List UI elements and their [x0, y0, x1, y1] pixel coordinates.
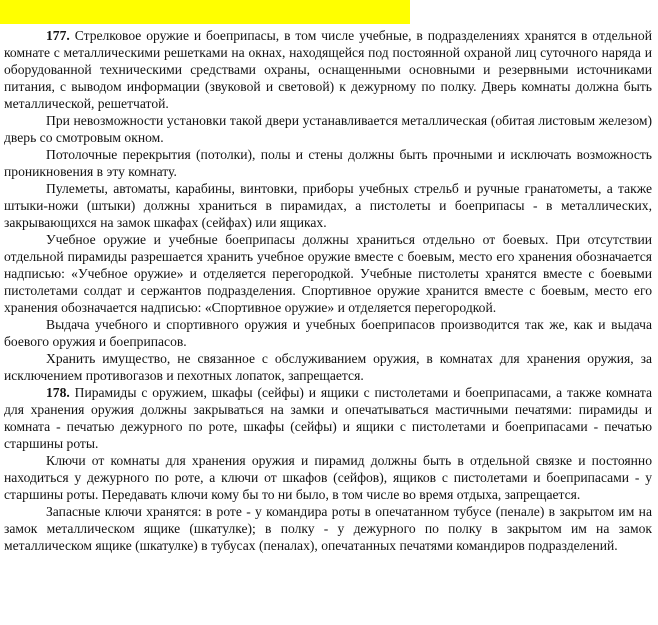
paragraph — [4, 316, 652, 350]
paragraph-text: Пулеметы, автоматы, карабины, винтовки, приборы учебных стрельб и ручные гранатометы, а также штыки-ножи (штыки) должны храниться в пирамидах, а пистолеты и боеприпасы - в металлических, закрывающихся на замок шкафах (сейфах) или ящиках. — [4, 181, 652, 230]
paragraph-text: Стрелковое оружие и боеприпасы, в том числе учебные, в подразделениях хранятся в отдельной комнате с металлическими решетками на окнах, находящейся под постоянной охраной лиц суточного наряда и оборудованной техническими средствами охраны, оснащенными основными и резервными источниками питания, с выводом информации (звуковой и световой) к дежурному по полку. Дверь комнаты должна быть металлической, решетчатой. — [4, 28, 652, 111]
article-number: 178. — [46, 385, 70, 400]
paragraph-text: Учебное оружие и учебные боеприпасы должны храниться отдельно от боевых. При отсутствии отдельной пирамиды разрешается хранить учебное оружие вместе с боевым, место его хранения обозначается надписью: «Учебное оружие» и отделяется перегородкой. Учебные пистолеты хранятся вместе с боевыми пистолетами солдат и сержантов подразделения. Спортивное оружие хранится вместе с боевым, место его хранения обозначается надписью: «Спортивное оружие» и отделяется перегородкой. — [4, 232, 652, 315]
paragraph — [4, 452, 652, 503]
paragraph-text: Хранить имущество, не связанное с обслуживанием оружия, в комнатах для хранения оружия, за исключением противогазов и пехотных лопаток, запрещается. — [4, 351, 652, 383]
paragraph — [4, 503, 652, 554]
paragraph — [4, 180, 652, 231]
paragraph-text: При невозможности установки такой двери устанавливается металлическая (обитая листовым железом) дверь со смотровым окном. — [4, 113, 652, 145]
paragraph — [4, 146, 652, 180]
document-body — [4, 27, 652, 554]
paragraph — [4, 231, 652, 316]
paragraph-178 — [4, 384, 652, 452]
paragraph-text: Запасные ключи хранятся: в роте - у командира роты в опечатанном тубусе (пенале) в закрытом им на замок металлическом ящике (шкатулке); в полку - у дежурного по полку в закрытом им на замок металлическом ящике (шкатулке) в тубусах (пеналах), опечатанных печатями командиров подразделений. — [4, 504, 652, 553]
paragraph-text: Выдача учебного и спортивного оружия и учебных боеприпасов производится так же, как и выдача боевого оружия и боеприпасов. — [4, 317, 652, 349]
paragraph-177 — [4, 27, 652, 112]
article-number: 177. — [46, 28, 70, 43]
paragraph — [4, 112, 652, 146]
paragraph-text: Ключи от комнаты для хранения оружия и пирамид должны быть в отдельной связке и постоянно находиться у дежурного по роте, а ключи от шкафов (сейфов), ящиков с пистолетами и боеприпасами - у старшины роты. Передавать ключи кому бы то ни было, в том числе во время отдыха, запрещается. — [4, 453, 652, 502]
paragraph-text: Потолочные перекрытия (потолки), полы и стены должны быть прочными и исключать возможность проникновения в эту комнату. — [4, 147, 652, 179]
highlight-bar — [0, 0, 410, 24]
paragraph-text: Пирамиды с оружием, шкафы (сейфы) и ящики с пистолетами и боеприпасами, а также комната для хранения оружия должны закрываться на замки и опечатываться мастичными печатями: пирамиды и комната - печатью дежурного по роте, шкафы (сейфы) и ящики с пистолетами и боеприпасами - печатью старшины роты. — [4, 385, 652, 451]
paragraph — [4, 350, 652, 384]
